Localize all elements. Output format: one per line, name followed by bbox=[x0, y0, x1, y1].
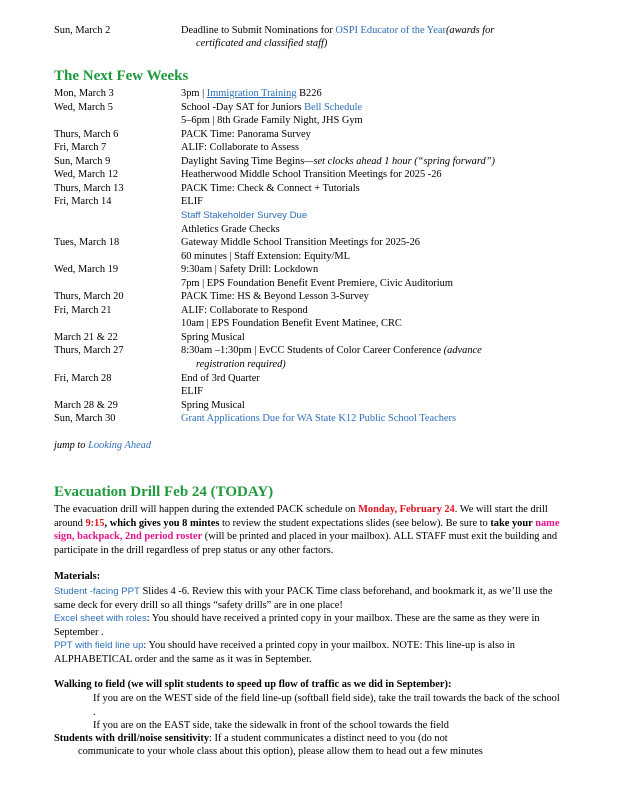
event-text: Deadline to Submit Nominations for bbox=[181, 25, 336, 36]
event-link[interactable]: Immigration Training bbox=[206, 88, 297, 99]
drill-time: 9:15 bbox=[85, 517, 105, 529]
event-text: Athletics Grade Checks bbox=[181, 223, 280, 235]
next-weeks-heading: The Next Few Weeks bbox=[54, 68, 189, 84]
student-ppt-link[interactable]: Student -facing PPT bbox=[54, 586, 140, 597]
event-note: (awards for bbox=[445, 25, 495, 36]
event-link[interactable]: Staff Stakeholder Survey Due bbox=[181, 209, 308, 221]
event-link[interactable]: Grant Applications Due for WA State K12 Public School Teachers bbox=[181, 413, 457, 425]
event-description bbox=[181, 318, 402, 329]
event-text: 9:30am | Safety Drill: Lockdown bbox=[181, 264, 319, 276]
event-description bbox=[181, 413, 456, 424]
event-date: Wed, March 12 bbox=[54, 169, 119, 181]
event-description bbox=[181, 102, 362, 113]
materials-heading: Materials: bbox=[54, 571, 101, 582]
event-description bbox=[181, 386, 203, 397]
event-date: Fri, March 14 bbox=[54, 196, 112, 208]
jump-text: jump to bbox=[54, 440, 89, 451]
event-description bbox=[181, 183, 360, 194]
event-text: 60 minutes | Staff Extension: Equity/ML bbox=[181, 250, 350, 262]
event-text: 8:30am –1:30pm | EvCC Students of Color Career Conference bbox=[181, 345, 444, 357]
p-text: to review the student expectations slides (see below). Be sure to bbox=[219, 517, 491, 529]
event-text: 10am | EPS Foundation Benefit Event Matinee, CRC bbox=[181, 318, 402, 330]
event-description bbox=[181, 25, 494, 36]
event-text: —set clocks ahead 1 hour (“spring forward”) bbox=[304, 155, 495, 167]
sensitivity-cont: communicate to your whole class about this option), please allow them to head out a few minutes bbox=[78, 746, 483, 757]
event-description-cont: certificated and classified staff) bbox=[196, 38, 328, 49]
event-text: Heatherwood Middle School Transition Meetings for 2025 -26 bbox=[181, 169, 442, 181]
event-date: Wed, March 5 bbox=[54, 101, 113, 113]
material-excel-sheet bbox=[54, 612, 564, 639]
sensitivity-text: : If a student communicates a distinct need to you (do not bbox=[209, 733, 448, 744]
event-description bbox=[181, 210, 307, 221]
event-description bbox=[181, 305, 308, 316]
event-description bbox=[181, 400, 245, 411]
event-text: Daylight Saving Time Begins bbox=[181, 155, 305, 167]
event-text: (advance bbox=[443, 345, 482, 357]
sensitivity-label: Students with drill/noise sensitivity bbox=[54, 733, 210, 744]
event-text: registration required) bbox=[196, 359, 286, 370]
event-description bbox=[181, 129, 311, 140]
event-text: Gateway Middle School Transition Meetings for 2025-26 bbox=[181, 237, 420, 249]
event-date: Thurs, March 13 bbox=[54, 182, 124, 194]
event-description bbox=[181, 237, 420, 248]
event-description bbox=[181, 278, 453, 289]
jump-line bbox=[54, 440, 151, 451]
event-description bbox=[181, 88, 322, 99]
evacuation-heading: Evacuation Drill Feb 24 (TODAY) bbox=[54, 484, 274, 500]
event-text: B226 bbox=[296, 88, 322, 99]
event-text: ALIF: Collaborate to Assess bbox=[181, 142, 300, 154]
field-lineup-link[interactable]: PPT with field line up bbox=[54, 640, 144, 651]
material-text: Slides 4 -6. Review this with your PACK Time class beforehand, and bookmark it, as we’ll use the same deck for every drill so all things “safety drills” are in one place! bbox=[54, 586, 553, 611]
event-date: Sun, March 30 bbox=[54, 413, 116, 425]
event-text: ALIF: Collaborate to Respond bbox=[181, 304, 308, 316]
looking-ahead-link[interactable]: Looking Ahead bbox=[88, 440, 152, 451]
material-field-lineup bbox=[54, 639, 564, 666]
event-description bbox=[181, 196, 203, 207]
event-description bbox=[181, 373, 260, 384]
event-date: Wed, March 19 bbox=[54, 264, 119, 276]
event-link[interactable]: Bell Schedule bbox=[304, 101, 363, 113]
event-description bbox=[181, 291, 369, 302]
event-text: 3pm | bbox=[181, 88, 207, 99]
p-bold: take your bbox=[490, 517, 536, 529]
event-date: Sun, March 2 bbox=[54, 25, 111, 36]
event-date: Tues, March 18 bbox=[54, 237, 120, 249]
p-text: . We will start the drill around bbox=[54, 504, 548, 529]
event-description bbox=[181, 264, 318, 275]
event-date: Thurs, March 20 bbox=[54, 291, 124, 303]
material-text: : You should have received a printed copy in your mailbox. These are the same as they were in September . bbox=[54, 613, 540, 638]
event-text: PACK Time: Panorama Survey bbox=[181, 128, 311, 140]
event-description bbox=[181, 169, 442, 180]
event-text: School -Day SAT for Juniors bbox=[181, 101, 305, 113]
p-text: (will be printed and placed in your mailbox). ALL STAFF must exit the building and participate in the drill regardless of prep status or any other factors. bbox=[54, 531, 558, 556]
event-text: 7pm | EPS Foundation Benefit Event Premiere, Civic Auditorium bbox=[181, 277, 453, 289]
material-student-ppt bbox=[54, 585, 564, 612]
event-description bbox=[181, 142, 299, 153]
event-date: Thurs, March 27 bbox=[54, 345, 124, 357]
event-text: PACK Time: HS & Beyond Lesson 3-Survey bbox=[181, 291, 369, 303]
evacuation-paragraph bbox=[54, 503, 564, 557]
event-description bbox=[181, 156, 495, 167]
west-side-instruction: If you are on the WEST side of the field line-up (softball field side), take the trail towards the back of the school . bbox=[93, 693, 560, 718]
drill-date: Monday, February 24 bbox=[358, 504, 455, 515]
event-date: Fri, March 7 bbox=[54, 142, 107, 154]
event-text: 5–6pm | 8th Grade Family Night, JHS Gym bbox=[181, 115, 363, 127]
event-description-cont bbox=[196, 359, 286, 370]
event-description bbox=[181, 332, 245, 343]
ospi-educator-link[interactable]: OSPI Educator of the Year bbox=[335, 25, 446, 36]
event-date: March 21 & 22 bbox=[54, 331, 118, 343]
sensitivity-line bbox=[54, 733, 448, 744]
east-side-instruction: If you are on the EAST side, take the sidewalk in front of the school towards the field bbox=[93, 720, 449, 731]
event-text: End of 3rd Quarter bbox=[181, 372, 260, 384]
event-text: PACK Time: Check & Connect + Tutorials bbox=[181, 182, 360, 194]
event-date: Sun, March 9 bbox=[54, 155, 111, 167]
event-date: March 28 & 29 bbox=[54, 399, 118, 411]
event-text: Spring Musical bbox=[181, 331, 245, 343]
event-description bbox=[181, 224, 280, 235]
event-text: ELIF bbox=[181, 386, 203, 398]
event-description bbox=[181, 251, 350, 262]
event-description bbox=[181, 115, 363, 126]
event-date: Mon, March 3 bbox=[54, 88, 114, 99]
event-description bbox=[181, 345, 482, 356]
p-bold: , which gives you 8 mintes bbox=[104, 517, 220, 529]
items-to-take: name sign, backpack, 2nd period roster bbox=[54, 517, 560, 543]
event-date: Thurs, March 6 bbox=[54, 128, 119, 140]
excel-sheet-link[interactable]: Excel sheet with roles bbox=[54, 613, 147, 624]
event-text: Spring Musical bbox=[181, 399, 245, 411]
walking-heading: Walking to field (we will split students to speed up flow of traffic as we did in September): bbox=[54, 679, 452, 690]
p-text: The evacuation drill will happen during the extended PACK schedule on bbox=[54, 504, 359, 515]
event-date: Fri, March 21 bbox=[54, 304, 112, 316]
event-text: ELIF bbox=[181, 196, 203, 208]
event-date: Fri, March 28 bbox=[54, 372, 112, 384]
material-text: : You should have received a printed copy in your mailbox. NOTE: This line-up is also in ALPHABETICAL order and the same as it was in September. bbox=[54, 640, 515, 665]
